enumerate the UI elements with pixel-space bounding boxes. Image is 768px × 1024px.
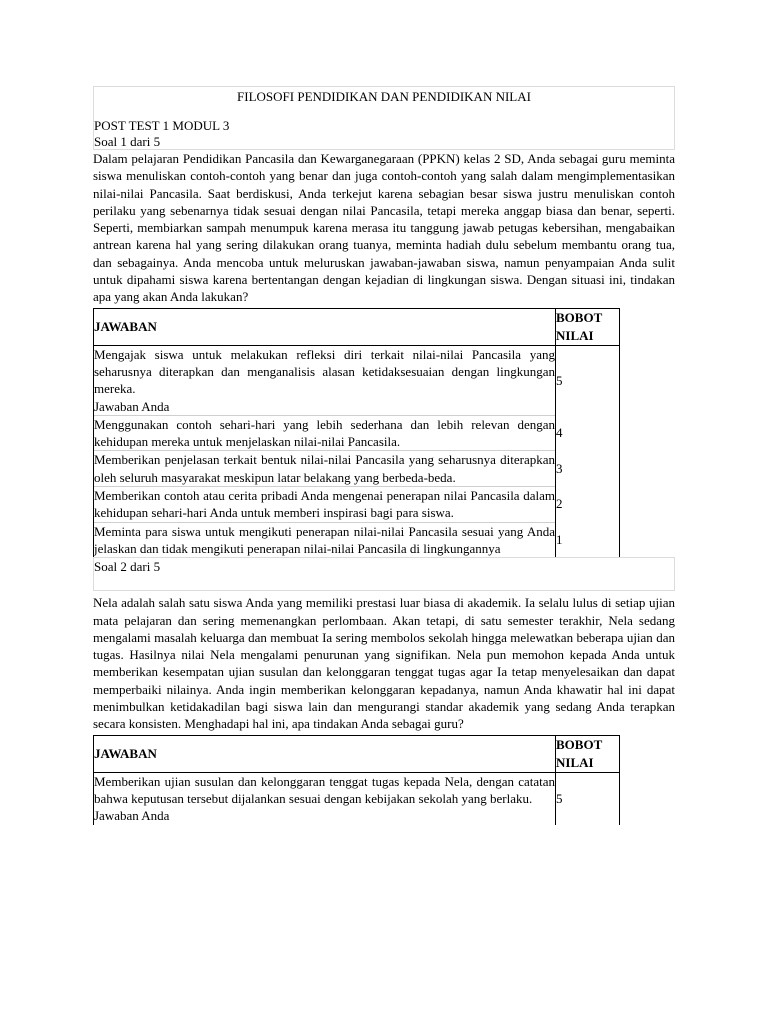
selected-answer-note: Jawaban Anda <box>94 808 170 824</box>
weight-column-header: BOBOT NILAI <box>556 735 620 772</box>
answer-score: 4 <box>556 425 563 441</box>
post-test-label: POST TEST 1 MODUL 3 <box>94 118 230 133</box>
answer-score: 5 <box>556 791 563 807</box>
question-counter: Soal 1 dari 5 <box>94 134 161 149</box>
answer-option: Mengajak siswa untuk melakukan refleksi diri terkait nilai-nilai Pancasila yang seharusnya diterapkan dan menganalisis alasan ketidaksesuaian dengan lingkungan mereka. <box>94 346 555 397</box>
table-row <box>94 772 620 824</box>
answer-option: Meminta para siswa untuk mengikuti penerapan nilai-nilai Pancasila sesuai yang Anda jelaskan dan tidak mengikuti penerapan nilai-nilai Pancasila di lingkungannya <box>94 523 555 556</box>
answer-score: 2 <box>556 496 563 512</box>
selected-answer-note: Jawaban Anda <box>94 398 170 414</box>
answer-option: Menggunakan contoh sehari-hari yang lebih sederhana dan lebih relevan dengan kehidupan mereka untuk menjelaskan nilai-nilai Pancasila. <box>94 416 555 450</box>
answer-option: Memberikan contoh atau cerita pribadi Anda mengenai penerapan nilai Pancasila dalam kehidupan sehari-hari Anda untuk memberi inspirasi bagi para siswa. <box>94 488 555 521</box>
table-row <box>94 345 620 415</box>
answer-column-header: JAWABAN <box>94 308 556 345</box>
answer-option: Memberikan ujian susulan dan kelonggaran tenggat tugas kepada Nela, dengan catatan bahwa keputusan tersebut dijalankan sesuai dengan kebijakan sekolah yang berlaku. <box>94 773 555 806</box>
answer-table-1 <box>93 308 620 558</box>
table-header-row <box>94 735 620 772</box>
question-2-header <box>93 557 675 591</box>
table-row <box>94 486 620 522</box>
table-row <box>94 522 620 558</box>
table-header-row <box>94 308 620 345</box>
answer-score: 5 <box>556 372 563 388</box>
table-row <box>94 450 620 486</box>
answer-score: 1 <box>556 531 563 547</box>
table-row <box>94 415 620 451</box>
question-counter: Soal 2 dari 5 <box>94 559 161 575</box>
header-box <box>93 86 675 150</box>
answer-table-2 <box>93 735 620 825</box>
weight-column-header: BOBOT NILAI <box>556 308 620 345</box>
answer-column-header: JAWABAN <box>94 735 556 772</box>
answer-score: 3 <box>556 460 563 476</box>
question-1-text: Dalam pelajaran Pendidikan Pancasila dan Kewarganegaraan (PPKN) kelas 2 SD, Anda sebagai guru meminta siswa menuliskan contoh-contoh yang benar dan juga contoh-contoh yang salah dalam mengimplementasikan nilai-nilai Pancasila. Saat berdiskusi, Anda terkejut karena sebagian besar siswa justru menuliskan contoh perilaku yang sebenarnya tidak sesuai dengan nilai Pancasila, tetapi mereka anggap biasa dan benar, seperti. Seperti, membiarkan sampah menumpuk karena merasa itu tanggung jawab petugas kebersihan, mengabaikan antrean karena hal yang sering dilakukan orang tuanya, meminta hadiah dulu sebelum membantu orang tua, dan sebagainya. Anda mencoba untuk meluruskan jawaban-jawaban siswa, namun penyampaian Anda sulit untuk dipahami siswa karena bertentangan dengan kejadian di lingkungan siswa. Dengan situasi ini, tindakan apa yang akan Anda lakukan? <box>93 151 675 305</box>
question-2-text: Nela adalah salah satu siswa Anda yang memiliki prestasi luar biasa di akademik. Ia selalu lulus di setiap ujian mata pelajaran dan sering memenangkan perlombaan. Akan tetapi, di satu semester terakhir, Nela sedang mengalami masalah keluarga dan membuat Ia sering membolos sekolah hingga melewatkan beberapa ujian dan tugas. Hasilnya nilai Nela mengalami penurunan yang signifikan. Nela pun memohon kepada Anda untuk memberikan kesempatan ujian susulan dan kelonggaran tenggat tugas agar Ia tetap menyelesaikan dan dapat memperbaiki nilainya. Anda ingin memberikan kelonggaran kepadanya, namun Anda khawatir hal ini dapat menimbulkan ketidakadilan bagi siswa lain dan mengurangi standar akademik yang sedang Anda terapkan secara konsisten. Menghadapi hal ini, apa tindakan Anda sebagai guru? <box>93 595 675 732</box>
document-title: FILOSOFI PENDIDIKAN DAN PENDIDIKAN NILAI <box>237 89 531 104</box>
document-page <box>93 86 675 825</box>
answer-option: Memberikan penjelasan terkait bentuk nilai-nilai Pancasila yang seharusnya diterapkan oleh seluruh masyarakat meskipun latar belakang yang berbeda-beda. <box>94 452 555 485</box>
